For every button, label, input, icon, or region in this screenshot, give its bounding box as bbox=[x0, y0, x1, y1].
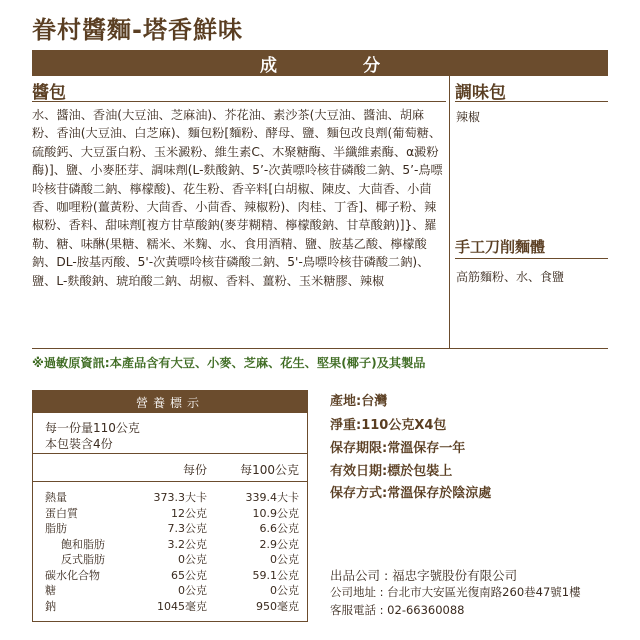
nutrition-row bbox=[33, 582, 307, 596]
storage-method: 保存方式:常溫保存於陰涼處 bbox=[330, 486, 492, 501]
nutrition-row bbox=[33, 536, 307, 550]
per-serving-value: 12公克 bbox=[171, 506, 207, 520]
nutrition-row bbox=[33, 520, 307, 534]
per-100g-value: 950毫克 bbox=[256, 599, 299, 613]
allergen-note: ※過敏原資訊:本產品含有大豆、小麥、芝麻、花生、堅果(椰子)及其製品 bbox=[32, 356, 426, 370]
column-per-100g: 每100公克 bbox=[240, 463, 299, 477]
nutrient-name: 反式脂肪 bbox=[61, 553, 105, 566]
sauce-heading: 醬包 bbox=[32, 83, 66, 103]
per-100g-value: 6.6公克 bbox=[259, 522, 299, 535]
ingredients-bottom-divider bbox=[32, 348, 608, 349]
seasoning-heading-divider bbox=[455, 101, 608, 102]
per-serving-value: 0公克 bbox=[178, 584, 207, 597]
nutrient-name: 脂肪 bbox=[45, 522, 67, 535]
nutrient-name: 碳水化合物 bbox=[45, 568, 100, 582]
per-serving-value: 0公克 bbox=[178, 553, 207, 566]
nutrient-name: 糖 bbox=[45, 584, 56, 597]
nutrition-row bbox=[33, 489, 307, 503]
nutrition-row bbox=[33, 598, 307, 612]
ingredients-section-header: 成分 bbox=[32, 50, 608, 76]
nutrient-name: 蛋白質 bbox=[45, 506, 78, 520]
per-100g-value: 0公克 bbox=[270, 584, 299, 597]
servings-per-package: 本包裝含4份 bbox=[45, 437, 113, 451]
origin: 產地:台灣 bbox=[330, 394, 388, 409]
nutrition-row bbox=[33, 505, 307, 519]
nutrient-name: 鈉 bbox=[45, 599, 56, 613]
sauce-ingredients: 水、醬油、香油(大豆油、芝麻油)、芥花油、素沙茶(大豆油、醬油、胡麻粉、香油(大豆油、白芝麻)、麵包粉[麵粉、酵母、鹽、麵包改良劑(葡萄糖、硫酸鈣、大豆蛋白粉、玉米澱粉、維生素C、木聚糖酶、半纖維素酶、α澱粉酶)]、鹽、小麥胚芽、調味劑(L-麩酸鈉、5’-次黃嘌呤核苷磷酸二鈉、5’-鳥嘌呤核苷磷酸二鈉、檸檬酸)、花生粉、香辛料[白胡椒、陳皮、大茴香、小茴香、咖哩粉(薑黃粉、大茴香、小茴香、辣椒粉)、肉桂、丁香]、椰子粉、辣椒粉、香料、甜味劑[複方甘草酸鈉(麥芽糊精、檸檬酸鈉、甘草酸鈉)]}、羅勒、糖、味醂(果糖、糯米、米麴、水、食用酒精、鹽、胺基乙酸、檸檬酸鈉、DL-胺基丙酸、5'-次黃嘌呤核苷磷酸二鈉、5'-鳥嘌呤核苷磷酸二鈉)、鹽、L-麩酸鈉、琥珀酸二鈉、胡椒、香料、薑粉、玉米糖膠、辣椒 bbox=[32, 108, 443, 288]
customer-service-phone: 客服電話 : 02-66360088 bbox=[330, 603, 465, 617]
noodle-heading-divider bbox=[455, 258, 608, 259]
serving-size: 每一份量110公克 bbox=[45, 421, 140, 435]
company-name: 出品公司 : 福忠字號股份有限公司 bbox=[330, 568, 518, 583]
expiry-date: 有效日期:標於包裝上 bbox=[330, 464, 453, 479]
nutrient-name: 飽和脂肪 bbox=[61, 537, 105, 551]
per-100g-value: 10.9公克 bbox=[252, 506, 299, 520]
per-100g-value: 339.4大卡 bbox=[245, 491, 299, 504]
shelf-life: 保存期限:常溫保存一年 bbox=[330, 441, 466, 456]
sauce-heading-divider bbox=[32, 101, 446, 102]
seasoning-heading: 調味包 bbox=[455, 83, 506, 103]
page-title: 眷村醬麵-塔香鮮味 bbox=[32, 16, 243, 44]
nutrition-row bbox=[33, 551, 307, 565]
per-serving-value: 65公克 bbox=[171, 568, 207, 582]
company-address: 公司地址 : 台北市大安區光復南路260巷47號1樓 bbox=[330, 585, 581, 599]
noodle-ingredients: 高筋麵粉、水、食鹽 bbox=[456, 270, 565, 284]
per-100g-value: 59.1公克 bbox=[252, 568, 299, 582]
per-serving-value: 1045毫克 bbox=[157, 599, 207, 613]
nutrition-divider bbox=[33, 481, 307, 482]
seasoning-ingredients: 辣椒 bbox=[456, 110, 481, 124]
net-weight: 淨重:110公克X4包 bbox=[330, 418, 447, 433]
per-100g-value: 0公克 bbox=[270, 553, 299, 566]
per-100g-value: 2.9公克 bbox=[259, 537, 299, 551]
per-serving-value: 3.2公克 bbox=[167, 537, 207, 551]
nutrient-name: 熱量 bbox=[45, 491, 67, 504]
column-divider bbox=[449, 76, 450, 348]
column-per-serving: 每份 bbox=[182, 463, 207, 477]
nutrition-row bbox=[33, 567, 307, 581]
nutrition-facts-table bbox=[32, 390, 308, 622]
nutrition-header: 營養標示 bbox=[33, 391, 307, 413]
per-serving-value: 7.3公克 bbox=[167, 522, 207, 535]
per-serving-value: 373.3大卡 bbox=[153, 491, 207, 504]
noodle-heading: 手工刀削麵體 bbox=[455, 238, 546, 256]
nutrition-divider bbox=[33, 453, 307, 454]
